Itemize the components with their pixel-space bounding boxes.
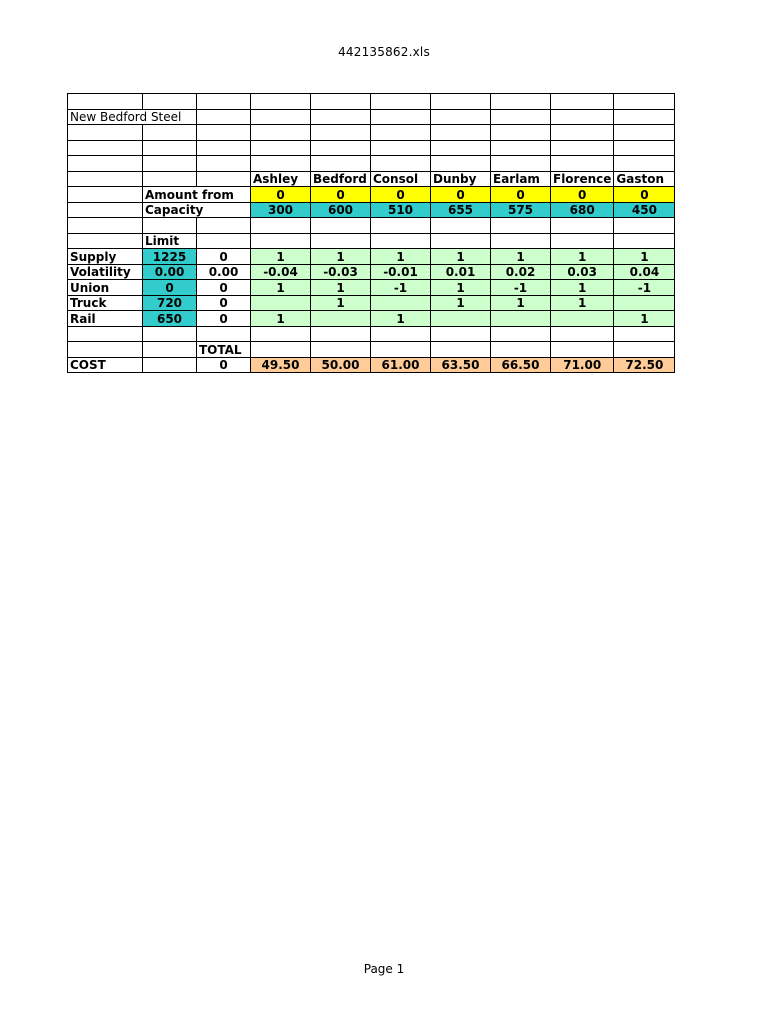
constraint-limit[interactable]: 1225	[143, 249, 197, 265]
constraint-coefficient[interactable]	[431, 311, 491, 327]
constraint-lhs[interactable]: 0.00	[197, 264, 251, 280]
row-constraint-union	[68, 280, 675, 296]
cell[interactable]	[614, 109, 675, 125]
cell[interactable]	[431, 109, 491, 125]
row-title	[68, 109, 675, 125]
cell[interactable]	[614, 94, 675, 110]
row-blank	[68, 156, 675, 172]
cell[interactable]	[491, 109, 551, 125]
amount-from-value[interactable]: 0	[371, 187, 431, 203]
cell[interactable]	[551, 94, 614, 110]
row-blank	[68, 218, 675, 234]
cell[interactable]	[551, 218, 614, 234]
cell[interactable]	[68, 156, 143, 172]
file-name: 442135862.xls	[338, 45, 430, 59]
cell[interactable]	[311, 218, 371, 234]
cell[interactable]	[311, 125, 371, 141]
cell[interactable]	[431, 326, 491, 342]
constraint-lhs[interactable]: 0	[197, 249, 251, 265]
cell[interactable]	[143, 218, 197, 234]
capacity-value[interactable]: 510	[371, 202, 431, 218]
cell[interactable]	[68, 202, 143, 218]
cell[interactable]	[431, 218, 491, 234]
constraint-coefficient[interactable]: 1	[431, 295, 491, 311]
cell[interactable]	[371, 326, 431, 342]
cell[interactable]	[371, 109, 431, 125]
column-header-dunby[interactable]: Dunby	[431, 171, 491, 187]
cost-value[interactable]: 61.00	[371, 357, 431, 373]
cell[interactable]	[614, 342, 675, 358]
constraint-coefficient[interactable]: 1	[551, 280, 614, 296]
cell[interactable]	[68, 125, 143, 141]
constraint-coefficient[interactable]: 1	[311, 280, 371, 296]
cell[interactable]	[371, 140, 431, 156]
constraint-coefficient[interactable]	[491, 311, 551, 327]
constraint-limit[interactable]: 650	[143, 311, 197, 327]
cell[interactable]	[311, 140, 371, 156]
cell[interactable]	[551, 109, 614, 125]
spreadsheet-grid	[67, 93, 675, 373]
constraint-coefficient[interactable]: -0.01	[371, 264, 431, 280]
capacity-value[interactable]: 450	[614, 202, 675, 218]
constraint-coefficient[interactable]	[311, 311, 371, 327]
constraint-coefficient[interactable]: 0.01	[431, 264, 491, 280]
constraint-label[interactable]: Truck	[68, 295, 143, 311]
cell[interactable]	[251, 156, 311, 172]
constraint-label[interactable]: Rail	[68, 311, 143, 327]
constraint-coefficient[interactable]: 1	[491, 249, 551, 265]
capacity-value[interactable]: 680	[551, 202, 614, 218]
cell[interactable]	[143, 125, 197, 141]
total-label[interactable]: TOTAL	[197, 342, 251, 358]
amount-from-value[interactable]: 0	[431, 187, 491, 203]
constraint-coefficient[interactable]	[551, 311, 614, 327]
limit-label[interactable]: Limit	[143, 233, 197, 249]
constraint-coefficient[interactable]: 1	[614, 311, 675, 327]
cell[interactable]	[551, 125, 614, 141]
cost-total[interactable]: 0	[197, 357, 251, 373]
constraint-coefficient[interactable]: 0.04	[614, 264, 675, 280]
constraint-coefficient[interactable]: -1	[371, 280, 431, 296]
constraint-coefficient[interactable]: 1	[371, 249, 431, 265]
row-1	[68, 94, 675, 110]
cost-value[interactable]: 50.00	[311, 357, 371, 373]
column-header-florence[interactable]: Florence	[551, 171, 614, 187]
constraint-coefficient[interactable]: 1	[614, 249, 675, 265]
row-blank	[68, 326, 675, 342]
cell[interactable]	[551, 342, 614, 358]
column-header-earlam[interactable]: Earlam	[491, 171, 551, 187]
constraint-lhs[interactable]: 0	[197, 280, 251, 296]
cell[interactable]	[197, 218, 251, 234]
cell[interactable]	[431, 156, 491, 172]
row-column-headers	[68, 171, 675, 187]
cost-value[interactable]: 63.50	[431, 357, 491, 373]
cell[interactable]	[251, 125, 311, 141]
cell[interactable]	[491, 342, 551, 358]
cell[interactable]	[68, 342, 143, 358]
constraint-coefficient[interactable]: -1	[491, 280, 551, 296]
cell[interactable]	[251, 218, 311, 234]
capacity-value[interactable]: 655	[431, 202, 491, 218]
row-capacity	[68, 202, 675, 218]
amount-from-label[interactable]: Amount from	[143, 187, 251, 203]
cell[interactable]	[68, 94, 143, 110]
capacity-value[interactable]: 300	[251, 202, 311, 218]
page-number: Page 1	[363, 962, 405, 976]
capacity-label[interactable]: Capacity	[143, 202, 251, 218]
capacity-value[interactable]: 600	[311, 202, 371, 218]
cell[interactable]	[371, 233, 431, 249]
cell[interactable]	[371, 94, 431, 110]
cell[interactable]	[197, 140, 251, 156]
cell[interactable]	[491, 140, 551, 156]
cell[interactable]	[311, 109, 371, 125]
constraint-limit[interactable]: 0.00	[143, 264, 197, 280]
amount-from-value[interactable]: 0	[614, 187, 675, 203]
cell[interactable]	[431, 125, 491, 141]
amount-from-value[interactable]: 0	[551, 187, 614, 203]
cell[interactable]	[371, 342, 431, 358]
constraint-limit[interactable]: 720	[143, 295, 197, 311]
row-limit-header	[68, 233, 675, 249]
cell[interactable]	[614, 156, 675, 172]
cell[interactable]	[431, 140, 491, 156]
constraint-coefficient[interactable]: 1	[551, 295, 614, 311]
row-constraint-supply	[68, 249, 675, 265]
column-header-gaston[interactable]: Gaston	[614, 171, 675, 187]
constraint-coefficient[interactable]: 1	[431, 249, 491, 265]
constraint-coefficient[interactable]	[614, 295, 675, 311]
row-constraint-truck	[68, 295, 675, 311]
cell[interactable]	[197, 125, 251, 141]
row-constraint-rail	[68, 311, 675, 327]
constraint-label[interactable]: Union	[68, 280, 143, 296]
constraint-limit[interactable]: 0	[143, 280, 197, 296]
cost-label[interactable]: COST	[68, 357, 143, 373]
constraint-coefficient[interactable]: 1	[251, 311, 311, 327]
column-header-bedford[interactable]: Bedford	[311, 171, 371, 187]
cell[interactable]	[551, 326, 614, 342]
amount-from-value[interactable]: 0	[491, 187, 551, 203]
cost-value[interactable]: 71.00	[551, 357, 614, 373]
row-blank	[68, 140, 675, 156]
constraint-lhs[interactable]: 0	[197, 295, 251, 311]
cell[interactable]	[614, 218, 675, 234]
cell[interactable]	[371, 218, 431, 234]
row-cost	[68, 357, 675, 373]
row-blank	[68, 125, 675, 141]
capacity-value[interactable]: 575	[491, 202, 551, 218]
cost-value[interactable]: 66.50	[491, 357, 551, 373]
column-header-ashley[interactable]: Ashley	[251, 171, 311, 187]
cell[interactable]	[251, 109, 311, 125]
constraint-label[interactable]: Supply	[68, 249, 143, 265]
constraint-coefficient[interactable]: 0.03	[551, 264, 614, 280]
cell[interactable]	[143, 342, 197, 358]
constraint-coefficient[interactable]: 1	[311, 249, 371, 265]
constraint-coefficient[interactable]: 0.02	[491, 264, 551, 280]
sheet-title[interactable]: New Bedford Steel	[68, 109, 197, 125]
column-header-consol[interactable]: Consol	[371, 171, 431, 187]
cell[interactable]	[68, 140, 143, 156]
cell[interactable]	[311, 233, 371, 249]
cell[interactable]	[311, 342, 371, 358]
amount-from-value[interactable]: 0	[311, 187, 371, 203]
cell[interactable]	[143, 140, 197, 156]
cell[interactable]	[197, 233, 251, 249]
cell[interactable]	[431, 342, 491, 358]
constraint-coefficient[interactable]	[371, 295, 431, 311]
cell[interactable]	[197, 109, 251, 125]
constraint-coefficient[interactable]: 1	[431, 280, 491, 296]
row-total-header	[68, 342, 675, 358]
amount-from-value[interactable]: 0	[251, 187, 311, 203]
cell[interactable]	[143, 156, 197, 172]
row-constraint-volatility	[68, 264, 675, 280]
cell[interactable]	[251, 326, 311, 342]
cell[interactable]	[251, 140, 311, 156]
cell[interactable]	[614, 125, 675, 141]
cell[interactable]	[68, 187, 143, 203]
cell[interactable]	[371, 125, 431, 141]
constraint-coefficient[interactable]: -0.03	[311, 264, 371, 280]
cell[interactable]	[68, 171, 143, 187]
cell[interactable]	[311, 94, 371, 110]
row-amount-from	[68, 187, 675, 203]
constraint-coefficient[interactable]: 1	[371, 311, 431, 327]
cell[interactable]	[431, 94, 491, 110]
constraint-coefficient[interactable]: -0.04	[251, 264, 311, 280]
constraint-label[interactable]: Volatility	[68, 264, 143, 280]
cell[interactable]	[614, 140, 675, 156]
constraint-lhs[interactable]: 0	[197, 311, 251, 327]
cell[interactable]	[614, 326, 675, 342]
constraint-coefficient[interactable]	[251, 295, 311, 311]
cell[interactable]	[551, 156, 614, 172]
cell[interactable]	[614, 233, 675, 249]
constraint-coefficient[interactable]: -1	[614, 280, 675, 296]
cell[interactable]	[143, 357, 197, 373]
cell[interactable]	[491, 218, 551, 234]
cell[interactable]	[197, 156, 251, 172]
cell[interactable]	[491, 125, 551, 141]
cell[interactable]	[371, 156, 431, 172]
constraint-coefficient[interactable]: 1	[251, 249, 311, 265]
cell[interactable]	[251, 94, 311, 110]
cell[interactable]	[143, 94, 197, 110]
cell[interactable]	[431, 233, 491, 249]
cell[interactable]	[251, 342, 311, 358]
cost-value[interactable]: 49.50	[251, 357, 311, 373]
constraint-coefficient[interactable]: 1	[551, 249, 614, 265]
cell[interactable]	[491, 233, 551, 249]
cell[interactable]	[491, 94, 551, 110]
cell[interactable]	[251, 233, 311, 249]
cell[interactable]	[143, 326, 197, 342]
cell[interactable]	[491, 326, 551, 342]
cell[interactable]	[551, 233, 614, 249]
cell[interactable]	[197, 171, 251, 187]
constraint-coefficient[interactable]: 1	[311, 295, 371, 311]
cell[interactable]	[491, 156, 551, 172]
cost-value[interactable]: 72.50	[614, 357, 675, 373]
cell[interactable]	[143, 171, 197, 187]
cell[interactable]	[68, 233, 143, 249]
cell[interactable]	[551, 140, 614, 156]
cell[interactable]	[311, 156, 371, 172]
constraint-coefficient[interactable]: 1	[491, 295, 551, 311]
cell[interactable]	[197, 94, 251, 110]
cell[interactable]	[311, 326, 371, 342]
cell[interactable]	[68, 218, 143, 234]
constraint-coefficient[interactable]: 1	[251, 280, 311, 296]
cell[interactable]	[197, 326, 251, 342]
cell[interactable]	[68, 326, 143, 342]
